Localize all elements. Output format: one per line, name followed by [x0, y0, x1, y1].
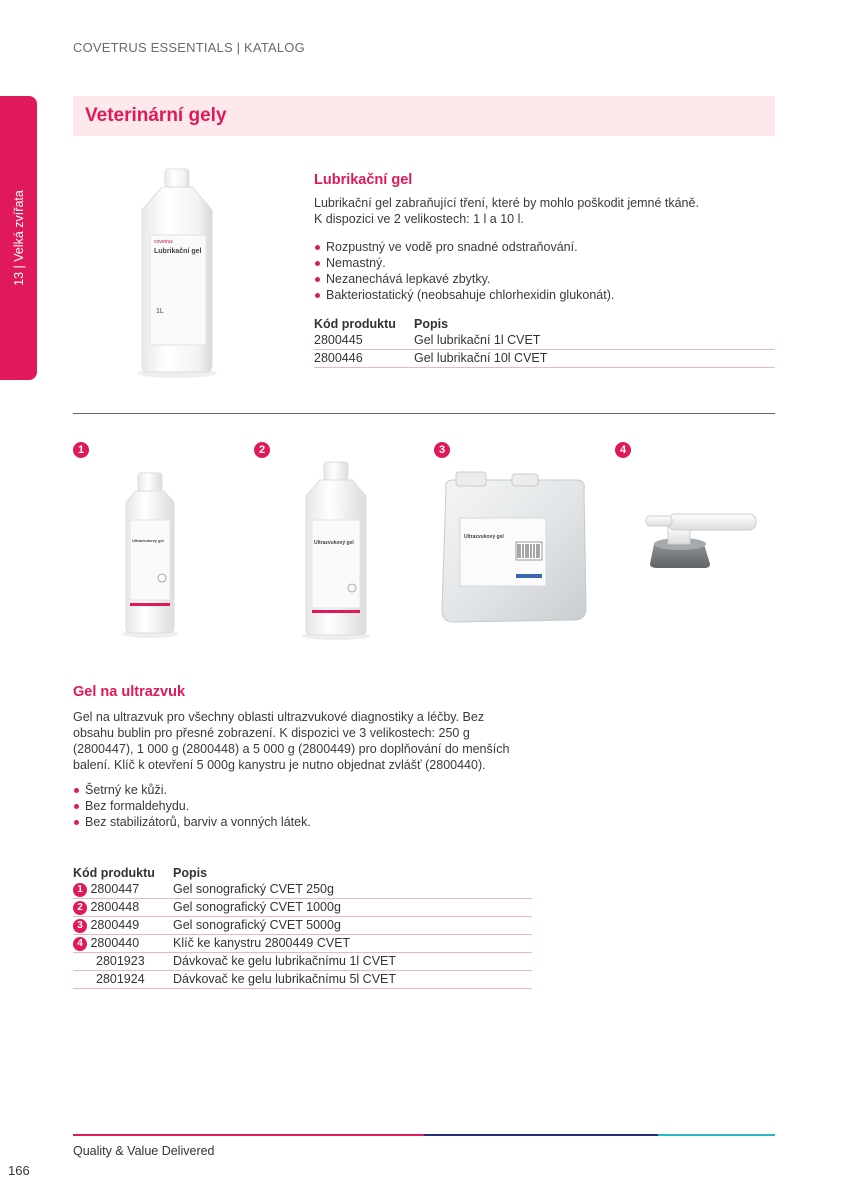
pouch-name: Ultrazvukový gel: [464, 534, 504, 540]
lubricant-description-line: Lubrikační gel zabraňující tření, které by mohlo poškodit jemné tkáně.: [314, 196, 699, 210]
ultrasound-description-line: (2800447), 1 000 g (2800448) a 5 000 g (2800449) pro doplňování do menších: [73, 742, 510, 756]
bottle-name: Ultrazvukový gel: [314, 540, 354, 546]
bottle-1000g-icon: [300, 460, 372, 642]
section-divider: [73, 413, 775, 414]
table-row: [314, 350, 775, 368]
section-banner: [73, 96, 775, 136]
ultrasound-title: Gel na ultrazvuk: [73, 684, 186, 700]
ultrasound-bullets: [73, 782, 311, 830]
table-row: [73, 971, 532, 989]
canister-key-image: [640, 506, 760, 572]
product-code: 2800448: [90, 900, 140, 914]
table-row: [73, 899, 532, 917]
footer-line-pink: [73, 1134, 424, 1136]
product-code-cell: [73, 881, 173, 899]
bottle-250g-icon: [120, 470, 180, 640]
footer-line-navy: [424, 1134, 658, 1136]
bottle-1l-icon: [132, 165, 222, 380]
product-desc: Gel sonografický CVET 1000g: [173, 899, 532, 917]
row-badge: 4: [73, 937, 87, 951]
col-code-header: Kód produktu: [314, 317, 396, 331]
lubricant-bullets: [314, 239, 614, 303]
col-desc-header: Popis: [173, 866, 208, 880]
gallery-badge-4: 4: [615, 442, 631, 458]
pouch-5000g-icon: [438, 470, 590, 626]
canister-key-icon: [640, 506, 760, 572]
chapter-side-tab-label: 13 | Velká zvířata: [11, 190, 26, 286]
lubricant-description: [314, 195, 754, 227]
list-item: Bez formaldehydu.: [73, 798, 311, 814]
list-item: Nezanechává lepkavé zbytky.: [314, 271, 614, 287]
ultrasound-description-line: obsahu bublin pro přesné zobrazení. K dispozici ve 3 velikostech: 250 g: [73, 726, 470, 740]
product-code-cell: [73, 935, 173, 953]
col-code-header: Kód produktu: [73, 866, 155, 880]
row-badge: 3: [73, 919, 87, 933]
lubricant-title: Lubrikační gel: [314, 172, 413, 188]
product-code: 2800445: [314, 332, 414, 350]
table-row: [314, 332, 775, 350]
product-code-cell: [73, 971, 173, 989]
page-number: 166: [8, 1163, 30, 1178]
section-title: Veterinární gely: [85, 105, 227, 126]
product-code-cell: [73, 899, 173, 917]
row-badge: 1: [73, 883, 87, 897]
lubricant-product-table: [314, 317, 775, 368]
product-desc: Gel sonografický CVET 5000g: [173, 917, 532, 935]
product-desc: Gel lubrikační 1l CVET: [414, 332, 775, 350]
bottle-brand: covetrus: [154, 239, 173, 245]
product-code: 2801924: [96, 972, 145, 986]
col-desc-header: Popis: [414, 317, 449, 331]
gallery-badge-3: 3: [434, 442, 450, 458]
lubricant-bottle-image: [132, 165, 222, 380]
table-row: [73, 917, 532, 935]
table-header-row: [314, 317, 775, 332]
bottle-name: Ultrazvukový gel: [132, 538, 164, 543]
table-header-row: [73, 866, 532, 881]
gel-1000g-image: [300, 460, 372, 642]
list-item: Bakteriostatický (neobsahuje chlorhexidin glukonát).: [314, 287, 614, 303]
ultrasound-description-line: Gel na ultrazvuk pro všechny oblasti ultrazvukové diagnostiky a léčby. Bez: [73, 710, 485, 724]
list-item: Šetrný ke kůži.: [73, 782, 311, 798]
footer-line-teal: [658, 1134, 775, 1136]
gallery-badge-2: 2: [254, 442, 270, 458]
product-desc: Dávkovač ke gelu lubrikačnímu 5l CVET: [173, 971, 532, 989]
product-code: 2800446: [314, 350, 414, 368]
list-item: Rozpustný ve vodě pro snadné odstraňování.: [314, 239, 614, 255]
list-item: Nemastný.: [314, 255, 614, 271]
catalog-header: COVETRUS ESSENTIALS | KATALOG: [73, 40, 305, 55]
footer-tagline: Quality & Value Delivered: [73, 1144, 215, 1158]
ultrasound-description: [73, 709, 543, 773]
product-code: 2800449: [90, 918, 140, 932]
product-code: 2801923: [96, 954, 145, 968]
product-code-cell: [73, 953, 173, 971]
product-code: 2800447: [90, 882, 140, 896]
product-code-cell: [73, 917, 173, 935]
lubricant-description-line: K dispozici ve 2 velikostech: 1 l a 10 l.: [314, 212, 524, 226]
gel-5000g-pouch-image: [438, 470, 590, 626]
bottle-name: Lubrikační gel: [154, 248, 202, 255]
table-row: [73, 935, 532, 953]
gallery-badge-1: 1: [73, 442, 89, 458]
product-desc: Klíč ke kanystru 2800449 CVET: [173, 935, 532, 953]
ultrasound-description-line: balení. Klíč k otevření 5 000g kanystru je nutno objednat zvlášť (2800440).: [73, 758, 486, 772]
list-item: Bez stabilizátorů, barviv a vonných látek.: [73, 814, 311, 830]
chapter-side-tab[interactable]: [0, 96, 37, 380]
product-desc: Gel sonografický CVET 250g: [173, 881, 532, 899]
row-badge: 2: [73, 901, 87, 915]
ultrasound-product-table: [73, 866, 532, 989]
product-desc: Gel lubrikační 10l CVET: [414, 350, 775, 368]
table-row: [73, 881, 532, 899]
product-code: 2800440: [90, 936, 140, 950]
gel-250g-image: [120, 470, 180, 640]
bottle-size: 1L: [156, 308, 164, 315]
product-desc: Dávkovač ke gelu lubrikačnímu 1l CVET: [173, 953, 532, 971]
table-row: [73, 953, 532, 971]
